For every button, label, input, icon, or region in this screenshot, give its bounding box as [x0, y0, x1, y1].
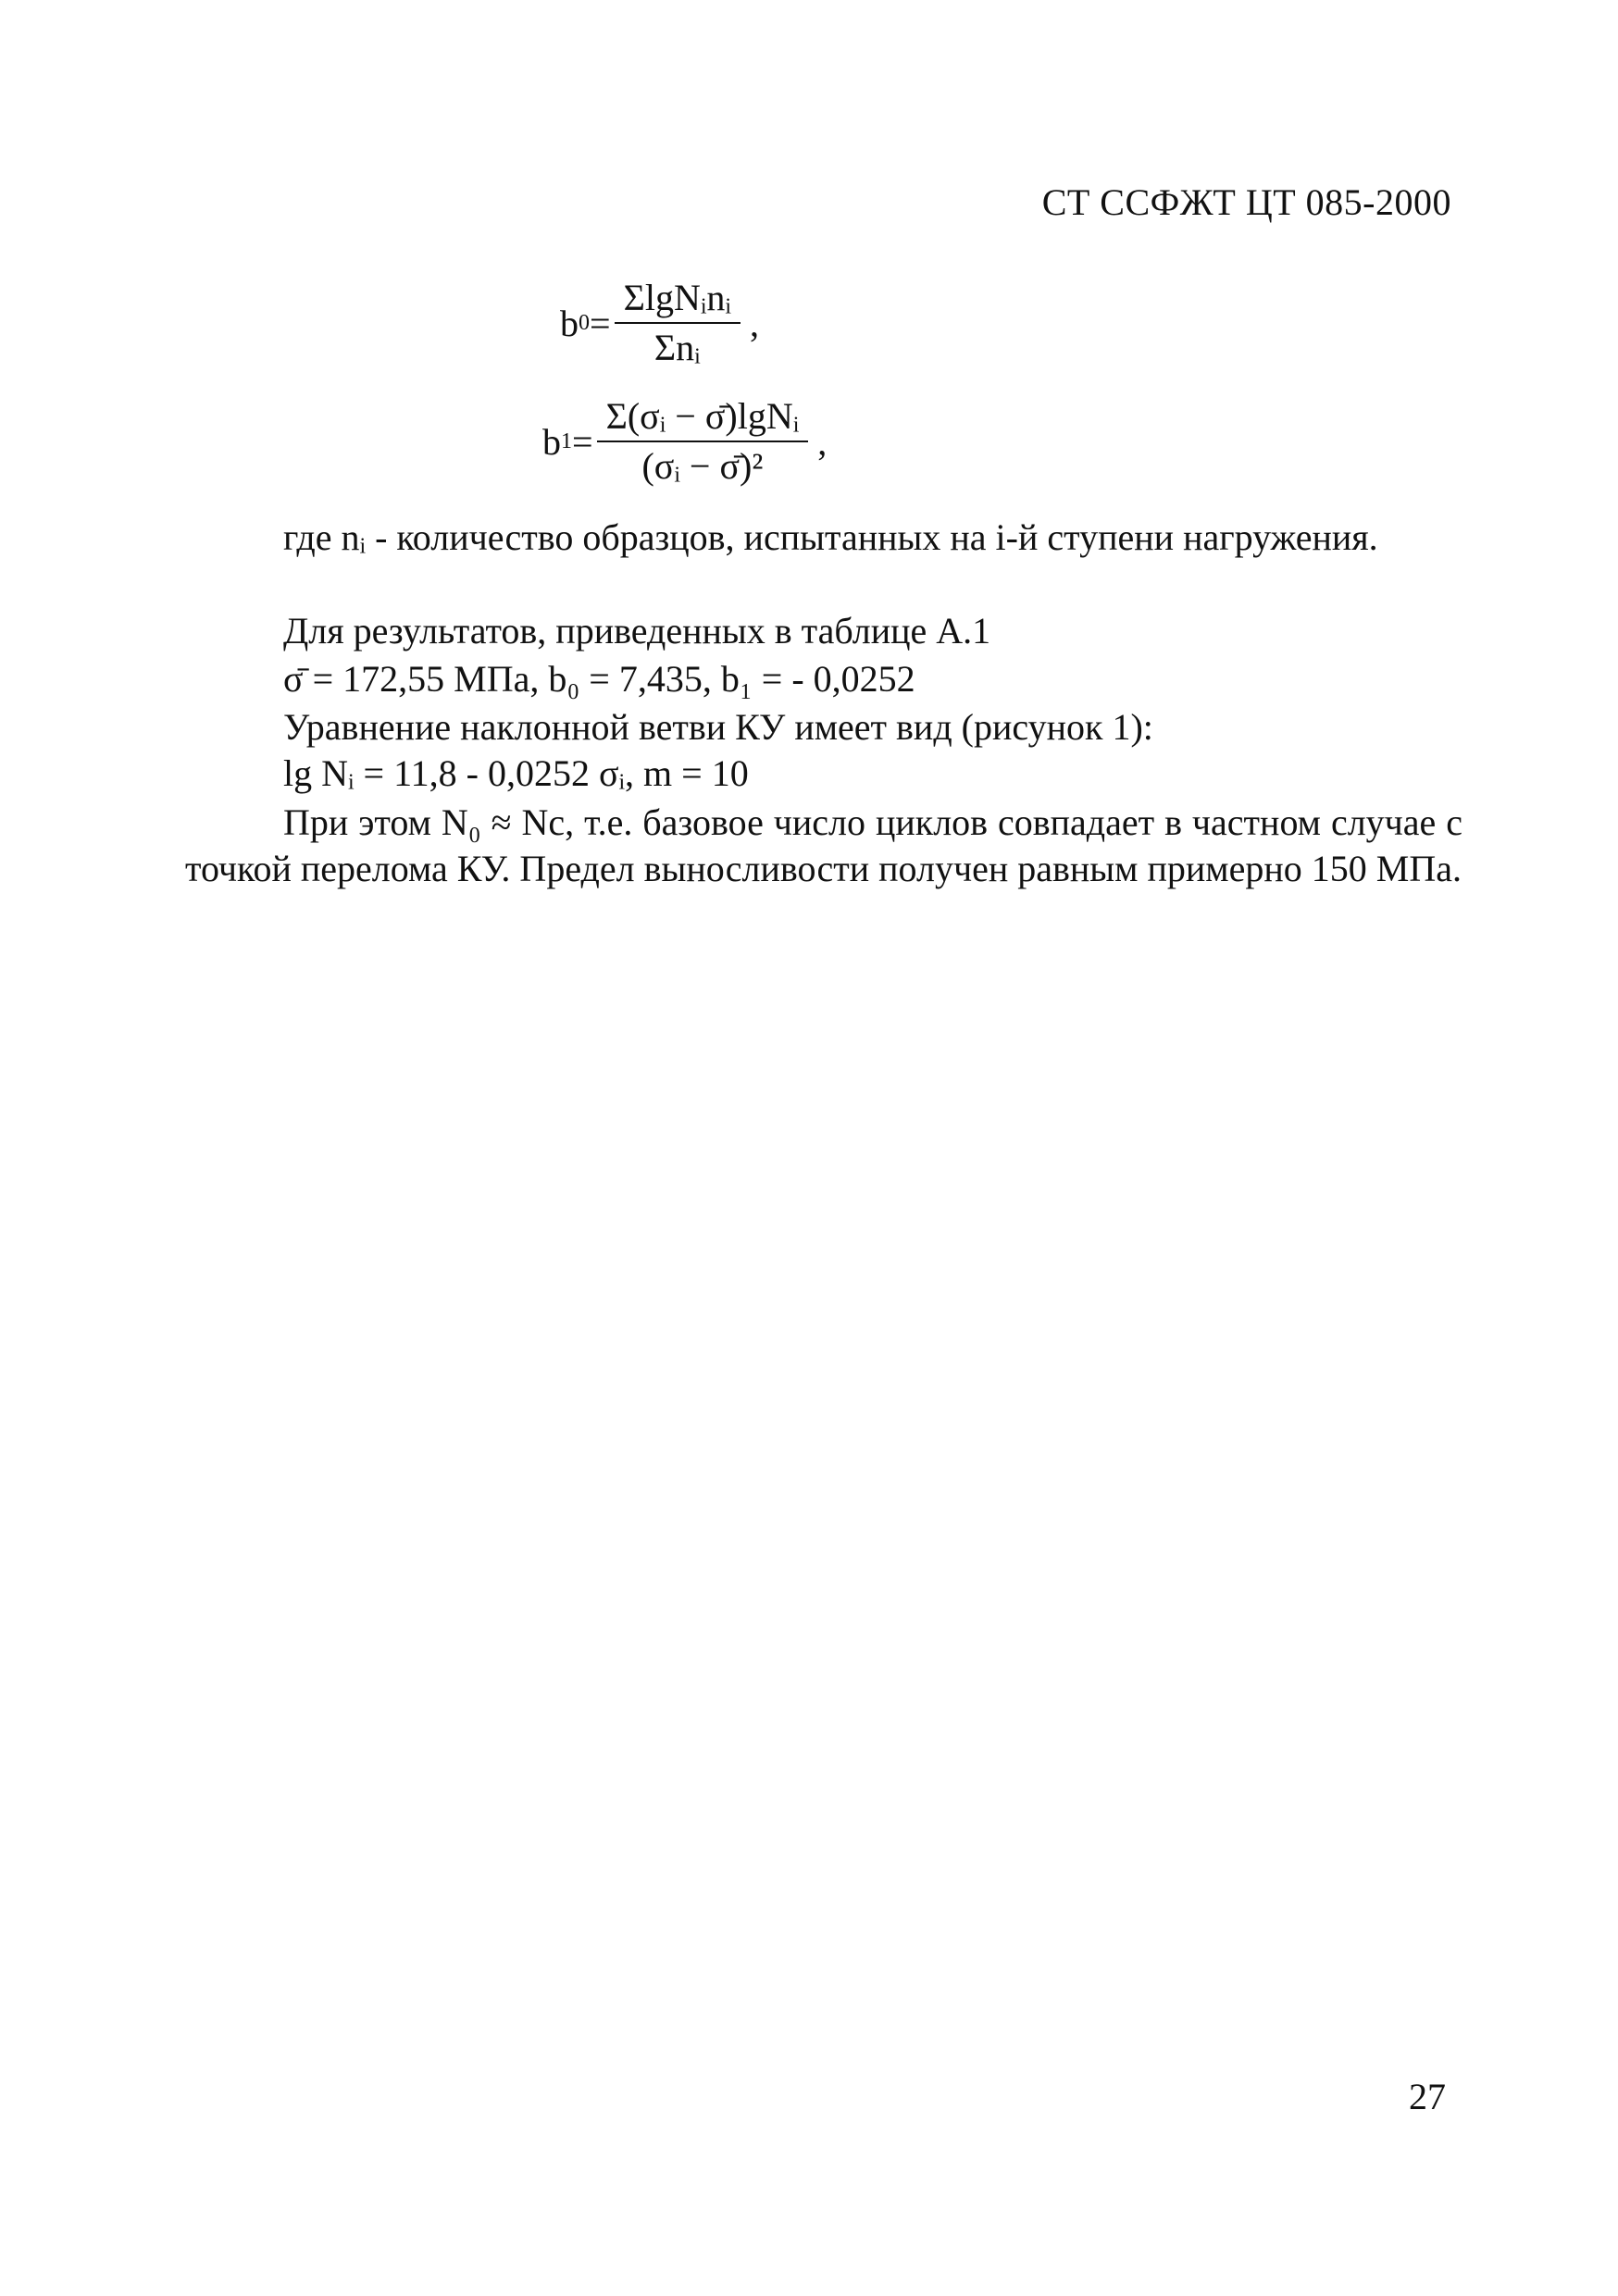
results-values: σ̄ = 172,55 МПа, b₀ = 7,435, b₁ = - 0,0252	[283, 658, 915, 700]
formula-b0-numerator: ΣlgNᵢnᵢ	[615, 278, 741, 324]
page-number: 27	[1409, 2076, 1446, 2117]
formula-b0-equals: =	[590, 302, 611, 344]
where-paragraph: где nᵢ - количество образцов, испытанных на i-й ступени нагружения.	[283, 516, 1378, 558]
formula-b0-lhs	[560, 302, 611, 345]
formula-b1-equals: =	[572, 420, 593, 463]
formula-b0-comma: ,	[749, 302, 759, 344]
slope-equation: lg Nᵢ = 11,8 - 0,0252 σᵢ, m = 10	[283, 752, 749, 794]
formula-b1	[542, 396, 827, 487]
formula-b0-fraction	[615, 278, 741, 368]
formula-b1-symbol: b	[542, 420, 561, 463]
formula-b1-fraction	[597, 396, 809, 487]
equation-intro: Уравнение наклонной ветви КУ имеет вид (рисунок 1):	[283, 706, 1153, 748]
formula-b1-comma: ,	[817, 420, 828, 463]
formula-b0-denominator: Σnᵢ	[653, 327, 701, 368]
formula-b1-numerator: Σ(σᵢ − σ̄)lgNᵢ	[597, 396, 809, 442]
document-code: СТ ССФЖТ ЦТ 085-2000	[1041, 181, 1451, 223]
formula-b1-subscript: 1	[561, 428, 572, 453]
results-intro: Для результатов, приведенных в таблице А.1	[283, 610, 991, 652]
formula-b1-lhs	[542, 420, 593, 464]
formula-b0-subscript: 0	[579, 310, 590, 335]
formula-b1-denominator: (σᵢ − σ̄)²	[641, 445, 764, 487]
formula-b0-symbol: b	[560, 302, 579, 344]
formula-b0	[560, 278, 759, 368]
conclusion-paragraph: При этом N₀ ≈ Nc, т.е. базовое число циклов совпадает в частном случае с точкой перелома КУ. Предел выносливости получен равным примерно 150 МПа.	[185, 801, 1462, 889]
